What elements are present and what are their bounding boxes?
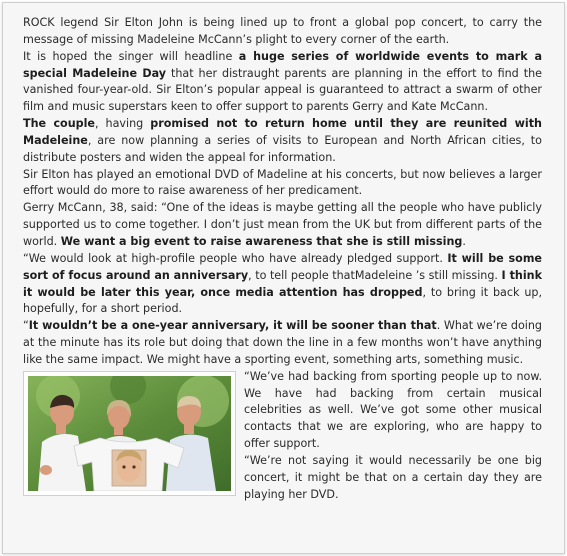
paragraph-2-text-c: that her distraught parents are planning in the effort to find the vanished four-year-old. Sir Elton’s popular appeal is guaranteed to attract a swarm of other film and music superstars keen to offer support to parents Gerry and Kate McCann. (23, 66, 542, 114)
paragraph-5-bold: We want a big event to raise awareness that she is still missing (60, 234, 463, 248)
paragraph-4-text: Sir Elton has played an emotional DVD of Madeline at his concerts, but now believes a larger effort would do more to raise awareness of her predicament. (23, 167, 542, 198)
paragraph-2-text-a: It is hoped the singer will headline (23, 49, 239, 63)
photo-of-three-people-holding-shirt-icon (28, 376, 231, 491)
paragraph-7 (23, 318, 542, 369)
paragraph-3-bold-c: promised not to return home until they are reunited with Madeleine (23, 117, 542, 147)
article-page (2, 2, 565, 554)
paragraph-1-text: ROCK legend Sir Elton John is being lined up to front a global pop concert, to carry the message of missing Madeleine McCann’s plight to every corner of the earth. (23, 16, 542, 46)
paragraph-2 (23, 49, 542, 116)
paragraph-6-bold-b: It will be some sort of focus around an anniversary (23, 251, 542, 282)
article-body (23, 15, 542, 503)
paragraph-5-text-c: . (462, 234, 466, 248)
paragraph-1 (23, 15, 542, 49)
paragraph-4 (23, 167, 542, 201)
paragraph-2-bold: a huge series of worldwide events to mark a special Madeleine Day (23, 49, 542, 80)
article-photo (23, 371, 236, 496)
paragraph-6-text-e: , to bring it back up, hopefully, for a short period. (23, 285, 542, 316)
paragraph-7-open-quote: “ (23, 319, 29, 333)
paragraph-7-bold: It wouldn’t be a one-year anniversary, it will be sooner than that (28, 319, 437, 333)
paragraph-9-text: “We’re not saying it would necessarily be one big concert, it might be that on a certain day they are playing her DVD. (244, 453, 542, 501)
paragraph-8-text: “We’ve had backing from sporting people up to now. We have had backing from certain musical celebrities as well. We’ve got some other musical contacts that we are exploring, who are happy to offer support. (244, 369, 542, 451)
paragraph-3-text-d: , are now planning a series of visits to European and North African cities, to distribute posters and widen the appeal for information. (23, 133, 542, 164)
paragraph-3-bold-a: The couple (23, 117, 95, 131)
paragraph-5 (23, 200, 542, 251)
paragraph-6-text-c: , to tell people thatMadeleine ’s still missing. (248, 268, 502, 282)
paragraph-6-text-a: “We would look at high-profile people who have already pledged support. (23, 251, 448, 265)
paragraph-6 (23, 251, 542, 318)
paragraph-7-text-c: . What we’re doing at the minute has its role but doing that down the line in a few months won’t have anything like the same impact. We might have a sporting event, something arts, something music. (23, 319, 543, 366)
paragraph-3 (23, 116, 542, 167)
paragraph-3-text-b: , having (94, 117, 151, 131)
paragraph-6-bold-d: I think it would be later this year, once media attention has dropped (23, 268, 542, 299)
paragraph-5-text-a: Gerry McCann, 38, said: “One of the ideas is maybe getting all the people who have publicly supported us to come together. I don’t just mean from the UK but from different parts of the world. (23, 201, 542, 248)
